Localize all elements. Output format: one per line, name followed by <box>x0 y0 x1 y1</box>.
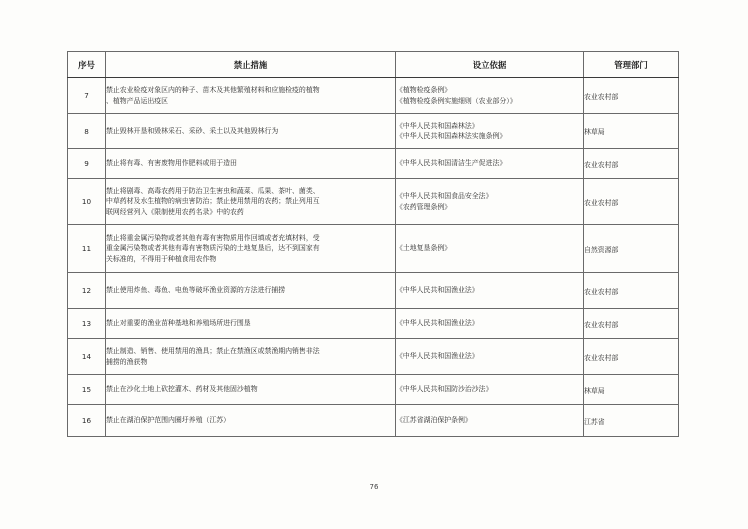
measure-cell <box>106 405 396 437</box>
basis-text-line: 《土地复垦条例》 <box>396 244 452 253</box>
row-number: 8 <box>68 114 106 149</box>
measure-cell <box>106 179 396 225</box>
table-row <box>68 225 679 273</box>
department-cell: 农业农村部 <box>584 78 679 114</box>
basis-text-line: 《中华人民共和国渔业法》 <box>396 352 479 361</box>
basis-cell <box>396 149 584 179</box>
measure-text-line: 、植物产品运出疫区 <box>106 96 169 105</box>
department-cell: 农业农村部 <box>584 179 679 225</box>
measure-cell <box>106 149 396 179</box>
measure-text-line: 禁止对重要的渔业苗种基地和养殖场所进行围垦 <box>106 319 251 328</box>
row-number: 10 <box>68 179 106 225</box>
table-row <box>68 375 679 405</box>
measure-text-line: 禁止在湖泊保护范围内圈圩养殖（江苏） <box>106 416 231 425</box>
row-number: 9 <box>68 149 106 179</box>
measure-cell <box>106 375 396 405</box>
measure-text-line: 重金属污染物或者其他有毒有害物质污染的土地复垦后，达不到国家有 <box>106 244 320 253</box>
row-number: 7 <box>68 78 106 114</box>
table-row <box>68 273 679 309</box>
measure-cell <box>106 273 396 309</box>
basis-cell <box>396 179 584 225</box>
table-header-row <box>68 52 679 78</box>
row-number: 13 <box>68 309 106 339</box>
basis-text-line: 《江苏省湖泊保护条例》 <box>396 416 472 425</box>
basis-text-line: 《植物检疫条例》 <box>396 86 452 95</box>
measure-text-line: 禁止毁林开垦和毁林采石、采砂、采土以及其他毁林行为 <box>106 126 279 135</box>
department-cell: 农业农村部 <box>584 339 679 375</box>
department-cell: 自然资源部 <box>584 225 679 273</box>
basis-text-line: 《中华人民共和国食品安全法》 <box>396 192 493 201</box>
header-dept: 管理部门 <box>584 52 679 78</box>
measure-text-line: 关标准的，不得用于种植食用农作物 <box>106 254 217 263</box>
table-body <box>68 78 679 437</box>
table-row <box>68 405 679 437</box>
basis-text-line: 《中华人民共和国渔业法》 <box>396 319 479 328</box>
row-number: 12 <box>68 273 106 309</box>
measure-text-line: 中草药材及水生植物的病虫害防治；禁止使用禁用的农药；禁止列用互 <box>106 197 320 206</box>
measure-text-line: 捕捞的渔获物 <box>106 357 148 366</box>
basis-cell <box>396 114 584 149</box>
basis-text-line: 《植物检疫条例实施细则（农业部分）》 <box>396 96 517 105</box>
measure-cell <box>106 309 396 339</box>
row-number: 15 <box>68 375 106 405</box>
department-cell: 农业农村部 <box>584 149 679 179</box>
table-row <box>68 78 679 114</box>
basis-cell <box>396 339 584 375</box>
basis-cell <box>396 273 584 309</box>
header-basis: 设立依据 <box>396 52 584 78</box>
measure-cell <box>106 339 396 375</box>
basis-cell <box>396 309 584 339</box>
basis-cell <box>396 405 584 437</box>
measure-cell <box>106 78 396 114</box>
basis-text-line: 《中华人民共和国森林法实施条例》 <box>396 132 507 140</box>
measure-text-line: 禁止农业检疫对象区内的种子、苗木及其他繁殖材料和应施检疫的植物 <box>106 86 320 95</box>
table-row <box>68 339 679 375</box>
department-cell: 林草局 <box>584 375 679 405</box>
basis-text-line: 《农药管理条例》 <box>396 202 452 211</box>
measure-text-line: 禁止将重金属污染物或者其他有毒有害物质用作回填或者充填材料，受 <box>106 234 320 243</box>
measure-text-line: 禁止使用炸鱼、毒鱼、电鱼等破坏渔业资源的方法进行捕捞 <box>106 286 286 295</box>
basis-cell <box>396 225 584 273</box>
page-number: 76 <box>369 483 379 491</box>
prohibition-measures-table <box>67 51 679 437</box>
measure-text-line: 禁止在沙化土地上砍挖灌木、药材及其他固沙植物 <box>106 385 258 394</box>
table-row <box>68 179 679 225</box>
row-number: 11 <box>68 225 106 273</box>
header-no: 序号 <box>68 52 106 78</box>
basis-cell <box>396 78 584 114</box>
measure-text-line: 禁止制造、销售、使用禁用的渔具；禁止在禁渔区或禁渔期内销售非法 <box>106 347 320 356</box>
basis-text-line: 《中华人民共和国清洁生产促进法》 <box>396 159 507 168</box>
department-cell: 林草局 <box>584 114 679 149</box>
row-number: 16 <box>68 405 106 437</box>
department-cell: 农业农村部 <box>584 273 679 309</box>
table-row <box>68 114 679 149</box>
basis-text-line: 《中华人民共和国森林法》 <box>396 121 479 130</box>
measure-text-line: 联网经营列入《限制使用农药名录》中的农药 <box>106 207 244 216</box>
basis-text-line: 《中华人民共和国防沙治沙法》 <box>396 385 493 394</box>
measure-text-line: 禁止将有毒、有害废物用作肥料或用于造田 <box>106 159 237 168</box>
measure-cell <box>106 225 396 273</box>
header-measure: 禁止措施 <box>106 52 396 78</box>
table-row <box>68 149 679 179</box>
table-row <box>68 309 679 339</box>
measure-cell <box>106 114 396 149</box>
measure-text-line: 禁止将剧毒、高毒农药用于防治卫生害虫和蔬菜、瓜果、茶叶、菌类、 <box>106 187 320 196</box>
department-cell: 江苏省 <box>584 405 679 437</box>
department-cell: 农业农村部 <box>584 309 679 339</box>
row-number: 14 <box>68 339 106 375</box>
basis-text-line: 《中华人民共和国渔业法》 <box>396 286 479 295</box>
basis-cell <box>396 375 584 405</box>
